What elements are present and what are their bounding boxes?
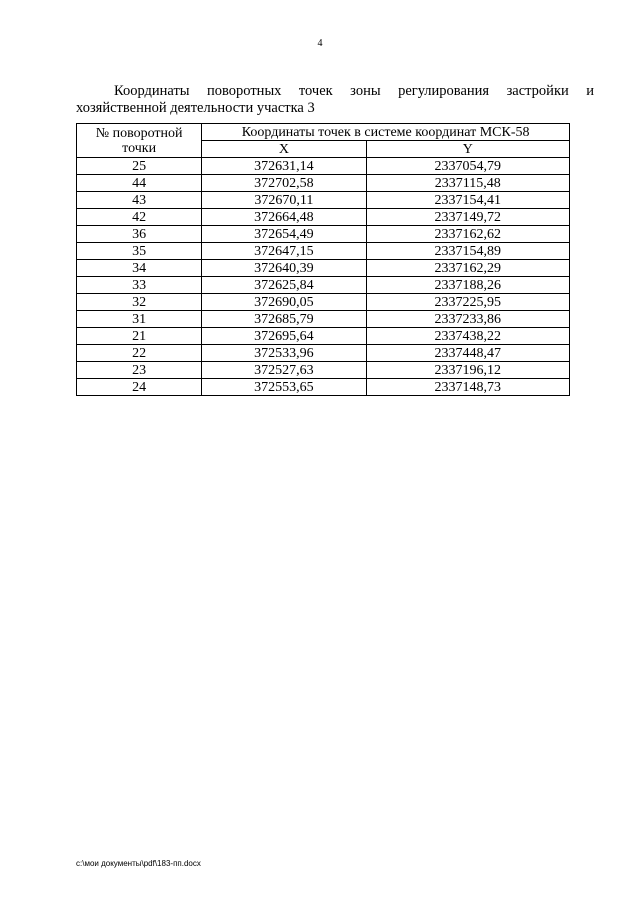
table-row [77, 345, 570, 362]
header-coordinates: Координаты точек в системе координат МСК-58 [202, 124, 570, 141]
table-heading [76, 83, 594, 117]
table-row [77, 362, 570, 379]
cell-point-number: 22 [77, 345, 202, 362]
cell-point-number: 36 [77, 226, 202, 243]
header-point-number [77, 124, 202, 158]
table-row [77, 175, 570, 192]
cell-y: 2337448,47 [366, 345, 569, 362]
table-row [77, 277, 570, 294]
header-point-line-1: № поворотной [95, 125, 183, 141]
table-row [77, 192, 570, 209]
cell-x: 372685,79 [202, 311, 366, 328]
header-point-line-2: точки [122, 140, 157, 156]
cell-y: 2337196,12 [366, 362, 569, 379]
header-x: X [202, 141, 366, 158]
cell-y: 2337054,79 [366, 158, 569, 175]
cell-y: 2337154,41 [366, 192, 569, 209]
table-header-row [77, 124, 570, 141]
cell-x: 372640,39 [202, 260, 366, 277]
cell-point-number: 25 [77, 158, 202, 175]
cell-point-number: 21 [77, 328, 202, 345]
cell-y: 2337233,86 [366, 311, 569, 328]
cell-y: 2337154,89 [366, 243, 569, 260]
cell-point-number: 43 [77, 192, 202, 209]
cell-x: 372553,65 [202, 379, 366, 396]
cell-y: 2337115,48 [366, 175, 569, 192]
cell-point-number: 35 [77, 243, 202, 260]
table-row [77, 328, 570, 345]
table-body [77, 158, 570, 396]
cell-x: 372664,48 [202, 209, 366, 226]
cell-point-number: 34 [77, 260, 202, 277]
table-row [77, 243, 570, 260]
cell-y: 2337225,95 [366, 294, 569, 311]
cell-point-number: 24 [77, 379, 202, 396]
cell-point-number: 44 [77, 175, 202, 192]
coordinates-table [76, 123, 570, 396]
cell-x: 372690,05 [202, 294, 366, 311]
table-row [77, 379, 570, 396]
table-row [77, 260, 570, 277]
cell-x: 372670,11 [202, 192, 366, 209]
page-number: 4 [317, 38, 323, 49]
cell-x: 372695,64 [202, 328, 366, 345]
heading-line-2: хозяйственной деятельности участка 3 [76, 100, 315, 116]
cell-x: 372654,49 [202, 226, 366, 243]
table-row [77, 294, 570, 311]
cell-y: 2337438,22 [366, 328, 569, 345]
table-row [77, 209, 570, 226]
cell-y: 2337148,73 [366, 379, 569, 396]
cell-x: 372625,84 [202, 277, 366, 294]
cell-y: 2337162,62 [366, 226, 569, 243]
cell-y: 2337188,26 [366, 277, 569, 294]
table-row [77, 226, 570, 243]
cell-point-number: 42 [77, 209, 202, 226]
cell-point-number: 32 [77, 294, 202, 311]
cell-point-number: 33 [77, 277, 202, 294]
table-row [77, 311, 570, 328]
footer-file-path: c:\мои документы\pdf\183-пп.docx [76, 859, 201, 868]
cell-x: 372527,63 [202, 362, 366, 379]
table-row [77, 158, 570, 175]
cell-x: 372631,14 [202, 158, 366, 175]
cell-x: 372533,96 [202, 345, 366, 362]
cell-x: 372702,58 [202, 175, 366, 192]
cell-y: 2337162,29 [366, 260, 569, 277]
cell-point-number: 23 [77, 362, 202, 379]
cell-point-number: 31 [77, 311, 202, 328]
cell-x: 372647,15 [202, 243, 366, 260]
header-y: Y [366, 141, 569, 158]
heading-line-1: Координаты поворотных точек зоны регулирования застройки и [114, 83, 594, 99]
cell-y: 2337149,72 [366, 209, 569, 226]
